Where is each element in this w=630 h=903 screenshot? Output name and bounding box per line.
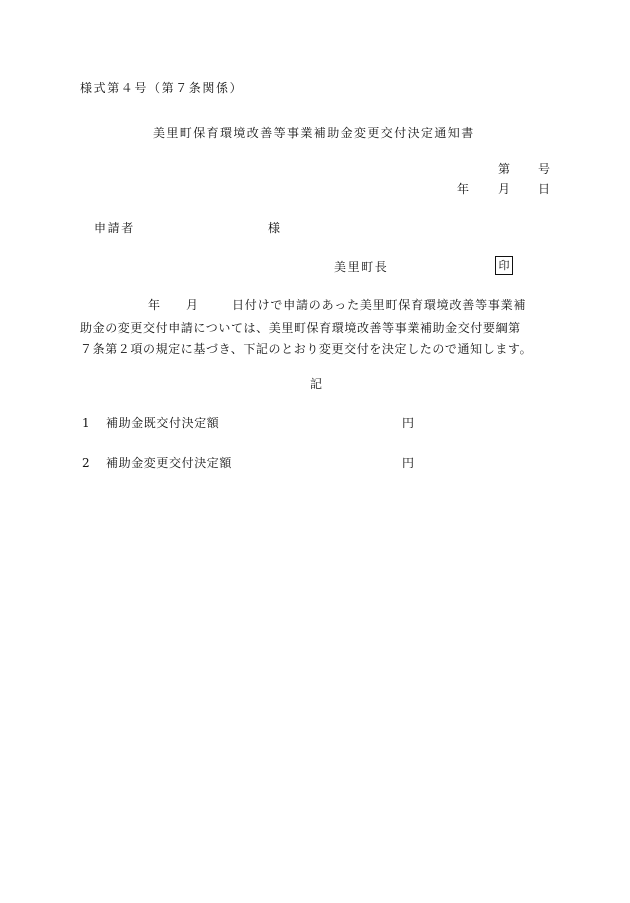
body-line-1-text: 日付けで申請のあった美里町保育環境改善等事業補 [232, 298, 527, 312]
date-year-label: 年 [457, 182, 470, 196]
date-day-label: 日 [538, 182, 551, 196]
body-paragraph-line-1 [148, 299, 526, 311]
item-label: 補助金既交付決定額 [106, 416, 220, 430]
reference-number-suffix: 号 [538, 162, 551, 176]
ki-heading: 記 [310, 377, 323, 391]
body-paragraph-line-2: 助金の変更交付申請については、美里町保育環境改善等事業補助金交付要綱第 [80, 321, 521, 335]
item-label: 補助金変更交付決定額 [106, 456, 233, 470]
item-number: 2 [82, 456, 90, 470]
reference-number-prefix: 第 [498, 162, 511, 176]
item-unit: 円 [402, 416, 415, 430]
applicant-honorific: 様 [268, 221, 281, 235]
applicant-label: 申請者 [94, 221, 135, 235]
item-number: 1 [82, 416, 90, 430]
issuer-name: 美里町長 [334, 260, 389, 274]
form-number-label: 様式第４号（第７条関係） [80, 81, 244, 95]
body-year-label: 年 [148, 298, 161, 312]
date-month-label: 月 [498, 182, 511, 196]
item-unit: 円 [402, 456, 415, 470]
document-title: 美里町保育環境改善等事業補助金変更交付決定通知書 [153, 126, 475, 140]
seal-stamp-box: 印 [495, 256, 513, 275]
body-month-label: 月 [186, 298, 199, 312]
body-paragraph-line-3: ７条第２項の規定に基づき、下記のとおり変更交付を決定したので通知します。 [80, 342, 533, 356]
